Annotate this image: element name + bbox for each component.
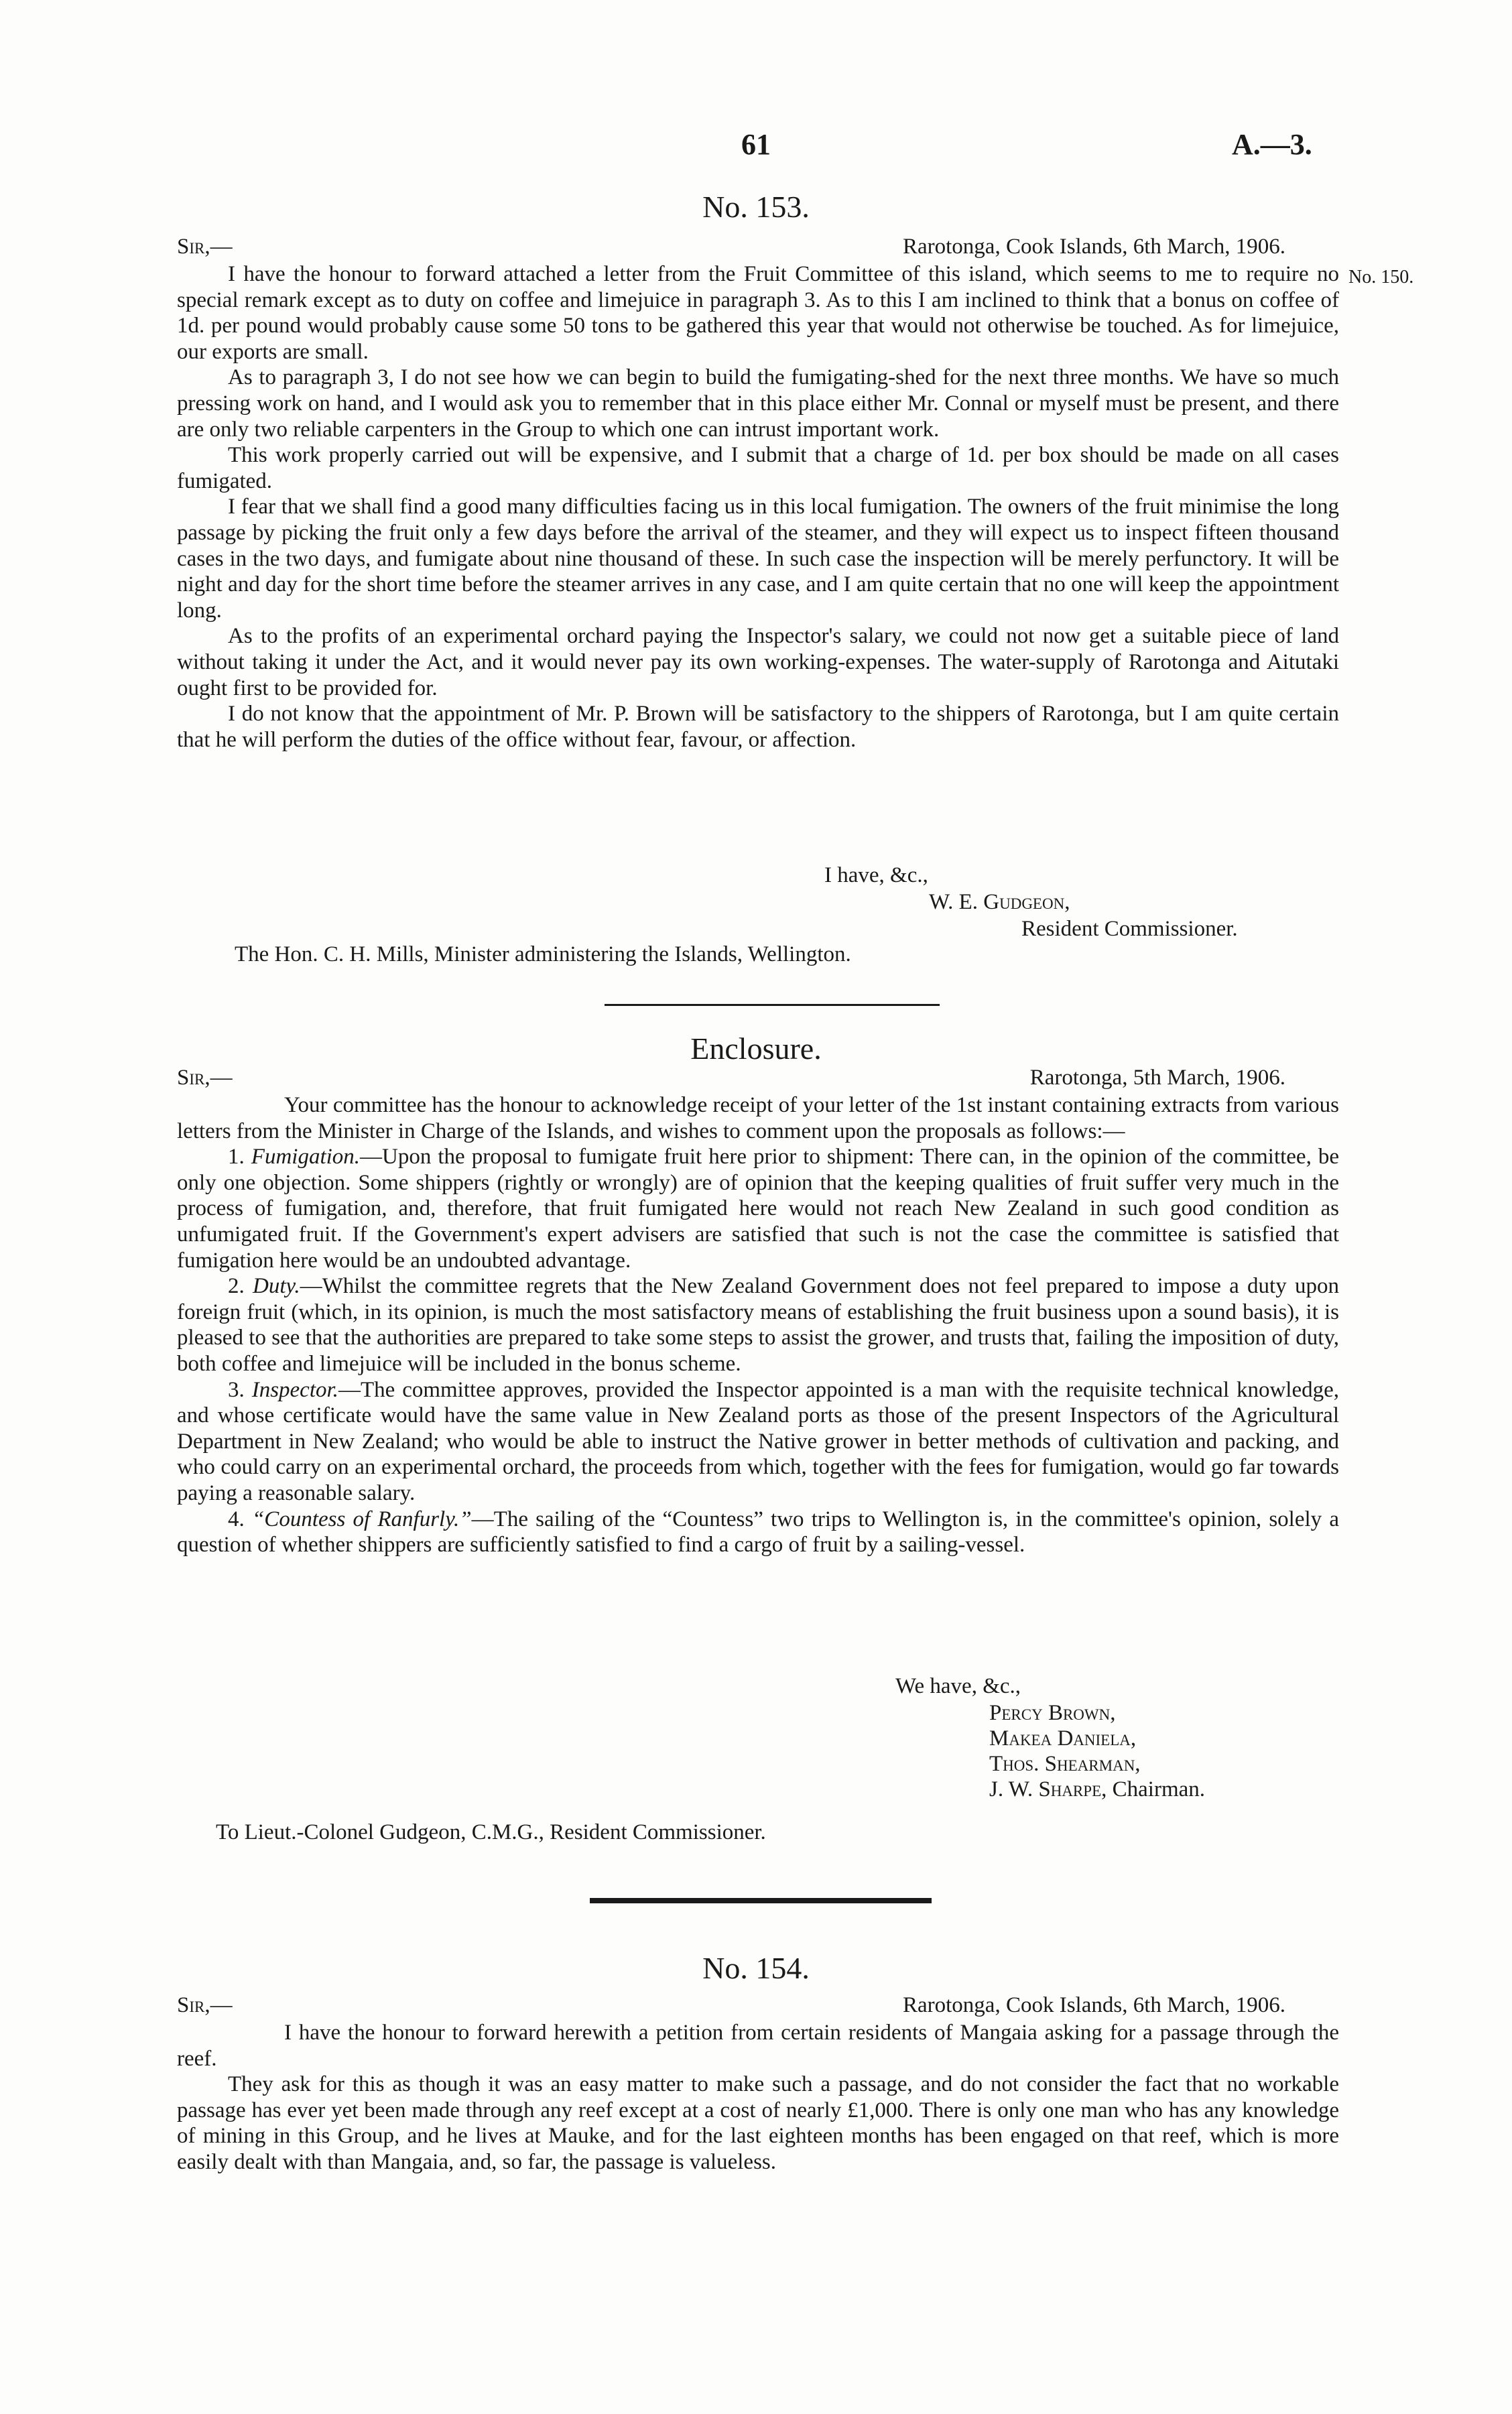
paragraph: As to the profits of an experimental orchard paying the Inspector's salary, we could not now get a suitable piece of land without taking it under the Act, and it would never pay its own working-expenses. The water-supply of Rarotonga and Aitutaki ought first to be provided for. bbox=[177, 624, 1339, 700]
letter-154-salutation-line bbox=[177, 1993, 1339, 2020]
signatory-chairman bbox=[989, 1777, 1205, 1802]
paragraph: I have the honour to forward herewith a petition from certain residents of Mangaia asking for a passage through the reef. bbox=[177, 2021, 1339, 2071]
enclosure-title: Enclosure. bbox=[690, 1031, 822, 1066]
paragraph: I do not know that the appointment of Mr. P. Brown will be satisfactory to the shippers of Rarotonga, but I am quite certain that he will perform the duties of the office without fear, favour, or affection. bbox=[177, 702, 1339, 752]
closing: We have, &c., bbox=[895, 1674, 1021, 1698]
enclosure-item bbox=[177, 1273, 1339, 1377]
letter-154-body bbox=[177, 2020, 1339, 2175]
paragraph: I fear that we shall find a good many difficulties facing us in this local fumigation. The owners of the fruit minimise the long passage by picking the fruit only a few days before the arrival of the steamer, and they will expect us to inspect fifteen thousand cases in the two days, and fumigate about nine thousand of these. In such case the inspection will be merely perfunctory. It will be night and day for the short time before the steamer arrives in any case, and I am quite certain that no one will keep the appointment long. bbox=[177, 495, 1339, 623]
signatory: Makea Daniela, bbox=[989, 1726, 1137, 1751]
salutation: Sir,— bbox=[177, 235, 233, 259]
addressee: The Hon. C. H. Mills, Minister administering the Islands, Wellington. bbox=[235, 942, 851, 966]
place-date: Rarotonga, Cook Islands, 6th March, 1906. bbox=[902, 235, 1285, 259]
margin-reference: No. 150. bbox=[1348, 267, 1414, 288]
item-heading: Duty. bbox=[253, 1274, 300, 1299]
closing: I have, &c., bbox=[824, 863, 928, 887]
item-number: 3. bbox=[228, 1377, 245, 1402]
place-date: Rarotonga, Cook Islands, 6th March, 1906. bbox=[902, 1993, 1285, 2017]
item-number: 1. bbox=[228, 1145, 245, 1169]
section-divider bbox=[605, 1004, 940, 1006]
paragraph: They ask for this as though it was an easy matter to make such a passage, and do not consider the fact that no workable passage has ever yet been made through any reef except at a cost of nearly £1,000. There is only one man who has any knowledge of mining in this Group, and he lives at Mauke, and for the last eighteen months has been engaged on that reef, which is more easily dealt with than Mangaia, and, so far, the passage is valueless. bbox=[177, 2072, 1339, 2174]
item-heading: Inspector. bbox=[251, 1377, 338, 1402]
paragraph: Your committee has the honour to acknowledge receipt of your letter of the 1st instant containing extracts from various letters from the Minister in Charge of the Islands, and wishes to comment upon the proposals as follows:— bbox=[177, 1093, 1339, 1143]
signatory: Thos. Shearman, bbox=[989, 1752, 1141, 1776]
item-text: —Whilst the committee regrets that the New Zealand Government does not feel prepared to impose a duty upon foreign fruit (which, in its opinion, is much the most satisfactory means of establishing the fruit business upon a sound basis), it is pleased to see that the authorities are prepared to take some steps to assist the grower, and trusts that, failing the imposition of duty, both coffee and limejuice will be included in the bonus scheme. bbox=[177, 1274, 1340, 1376]
series-reference: A.—3. bbox=[1232, 128, 1312, 161]
item-text: —Upon the proposal to fumigate fruit here prior to shipment: There can, in the opinion of the committee, be only one objection. Some shippers (rightly or wrongly) are of opinion that the keeping qualities of fruit suffer very much in the process of fumigation, and, therefore, that fruit fumigated here would not reach New Zealand in such good condition as unfumigated fruit. If the Government's expert advisers are satisfied that such is not the case the committee is satisfied that fumigation here would be an undoubted advantage. bbox=[177, 1145, 1339, 1273]
chairman-title: Chairman. bbox=[1112, 1777, 1206, 1801]
paragraph: This work properly carried out will be expensive, and I submit that a charge of 1d. per box should be made on all cases fumigated. bbox=[177, 443, 1339, 493]
paragraph: I have the honour to forward attached a letter from the Fruit Committee of this island, which seems to me to require no special remark except as to duty on coffee and limejuice in paragraph 3. As to this I am inclined to think that a bonus on coffee of 1d. per pound would probably cause some 50 tons to be gathered this year that would not otherwise be touched. As for limejuice, our exports are small. bbox=[177, 262, 1339, 364]
letter-153-number: No. 153. bbox=[702, 190, 810, 224]
signatory: J. W. Sharpe, bbox=[989, 1777, 1107, 1801]
salutation: Sir,— bbox=[177, 1066, 233, 1090]
enclosure-item bbox=[177, 1377, 1339, 1507]
addressee: To Lieut.-Colonel Gudgeon, C.M.G., Resident Commissioner. bbox=[216, 1820, 766, 1844]
signatory: Percy Brown, bbox=[989, 1701, 1116, 1725]
item-heading: Fumigation. bbox=[251, 1145, 361, 1169]
item-text: —The committee approves, provided the Inspector appointed is a man with the requisite technical knowledge, and whose certificate would have the same value in New Zealand ports as those of the present Inspectors of the Agricultural Department in New Zealand; who would be able to instruct the Native grower in better methods of cultivation and packing, and who could carry on an experimental orchard, the proceeds from which, together with the fees for fumigation, would go far towards paying a reasonable salary. bbox=[177, 1377, 1339, 1505]
section-divider-heavy bbox=[590, 1898, 932, 1903]
enclosure-item bbox=[177, 1507, 1339, 1558]
signer-title: Resident Commissioner. bbox=[1021, 917, 1238, 941]
letter-153-body bbox=[177, 261, 1339, 753]
item-number: 2. bbox=[228, 1274, 245, 1299]
item-number: 4. bbox=[228, 1507, 245, 1531]
letter-154-number: No. 154. bbox=[702, 1951, 810, 1985]
item-heading: “Countess of Ranfurly.” bbox=[251, 1507, 472, 1531]
salutation: Sir,— bbox=[177, 1993, 233, 2017]
place-date: Rarotonga, 5th March, 1906. bbox=[1029, 1066, 1285, 1090]
letter-153-salutation-line bbox=[177, 235, 1339, 261]
page-number: 61 bbox=[741, 128, 771, 161]
enclosure-salutation-line bbox=[177, 1066, 1339, 1092]
signer: W. E. Gudgeon, bbox=[929, 890, 1070, 914]
enclosure-body bbox=[177, 1092, 1339, 1558]
item-text: —The sailing of the “Countess” two trips to Wellington is, in the committee's opinion, solely a question of whether shippers are sufficiently satisfied to find a cargo of fruit by a sailing-vessel. bbox=[177, 1507, 1339, 1558]
paragraph: As to paragraph 3, I do not see how we can begin to build the fumigating-shed for the next three months. We have so much pressing work on hand, and I would ask you to remember that in this place either Mr. Connal or myself must be present, and there are only two reliable carpenters in the Group to which one can intrust important work. bbox=[177, 365, 1339, 442]
enclosure-item bbox=[177, 1144, 1339, 1273]
